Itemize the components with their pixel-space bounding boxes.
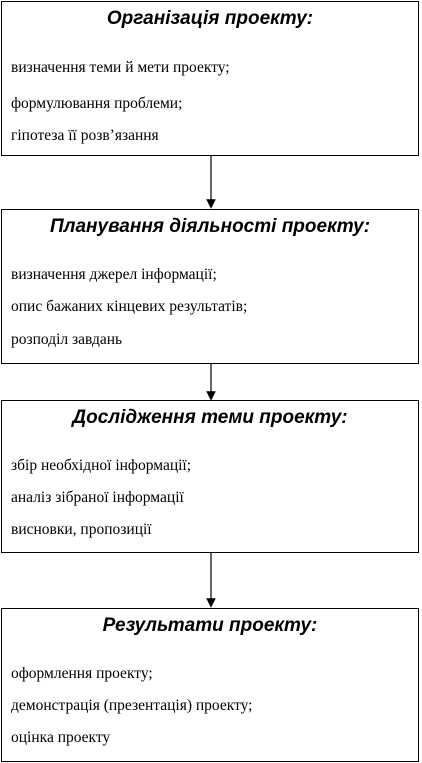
block-organization-line-3: гіпотеза її розв’язання xyxy=(11,127,159,144)
block-results xyxy=(1,608,419,762)
block-planning xyxy=(1,209,419,364)
block-research-line-1: збір необхідної інформації; xyxy=(11,457,192,474)
block-research-title: Дослідження теми проекту: xyxy=(72,407,348,428)
block-results-line-2: демонстрація (презентація) проекту; xyxy=(11,697,253,714)
block-planning-line-1: визначення джерел інформації; xyxy=(11,266,217,283)
block-research-line-2: аналіз зібраної інформації xyxy=(11,489,184,506)
block-results-line-1: оформлення проекту; xyxy=(11,665,153,682)
block-organization-line-1: визначення теми й мети проекту; xyxy=(11,59,230,76)
block-planning-line-2: опис бажаних кінцевих результатів; xyxy=(11,298,248,315)
block-planning-title: Планування діяльності проекту: xyxy=(49,216,371,237)
block-organization-title: Організація проекту: xyxy=(106,8,314,29)
block-results-title: Результати проекту: xyxy=(102,615,318,636)
block-research xyxy=(1,400,419,553)
block-organization-line-2: формулювання проблеми; xyxy=(11,95,183,112)
block-organization xyxy=(1,1,419,156)
block-research-line-3: висновки, пропозиції xyxy=(11,521,152,538)
block-planning-line-3: розподіл завдань xyxy=(11,331,123,348)
block-results-line-3: оцінка проекту xyxy=(11,729,111,746)
